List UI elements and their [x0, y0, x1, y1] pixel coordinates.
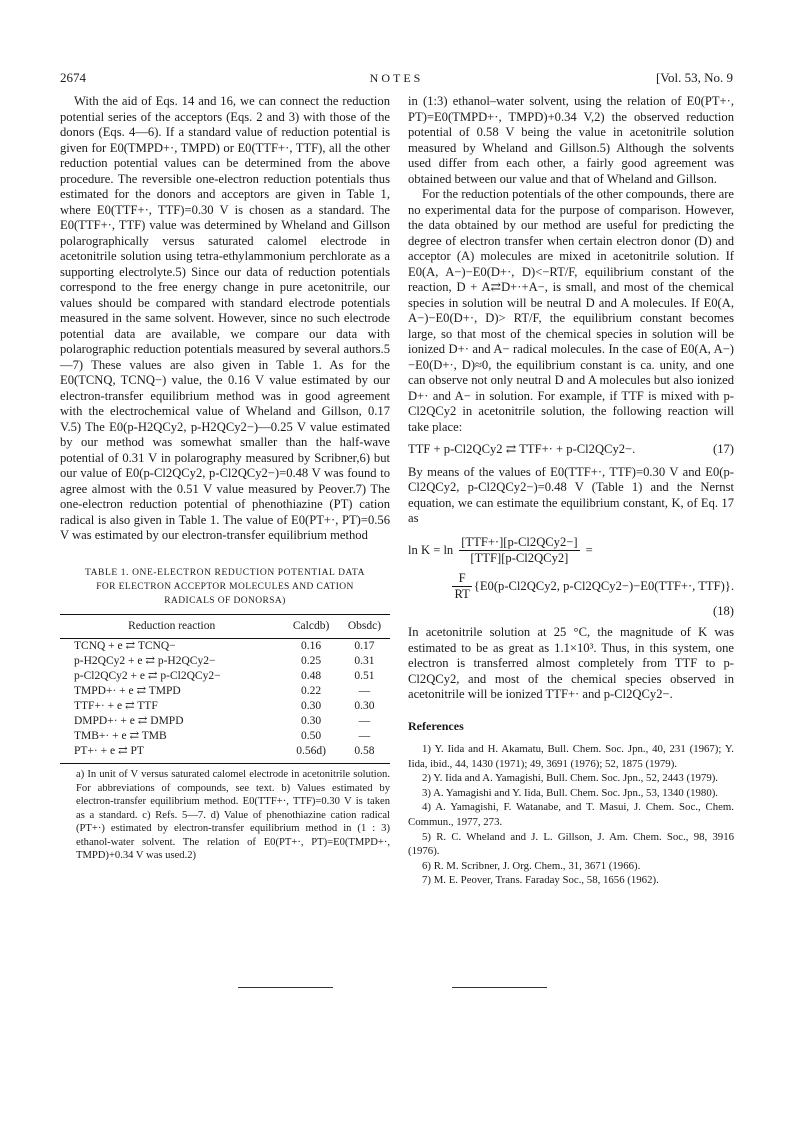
table-caption: [60, 566, 390, 608]
body-paragraph: With the aid of Eqs. 14 and 16, we can connect the reduction potential series of the acceptors (Eqs. 2 and 3) with those of the donors (Eqs. 4—6). If a standard value of reduction potential is given for E0(TMPD+·, TMPD) or E0(TTF+·, TTF), all the other reduction potential values can be determined from the above procedure. The reversible one-electron reduction potentials thus estimated for the donors and acceptors are given in Table 1, where E0(TTF+·, TTF)=0.30 V is chosen as a standard. The E0(TTF+·, TTF) value was determined by Wheland and Gillson polarographically versus saturated calomel electrode in acetonitrile solution using tetra-ethylammonium perchlorate as a supporting electrolyte.5) Since our data of reduction potentials correspond to the free energy change in pure acetonitrile, our values should be compared with standard electrode potentials measured in the same solvent. However, since no such electrode potential data are available, we compare our data with polarographic reduction potentials measured by several authors.5—7) These values are also given in Table 1. As for the E0(TCNQ, TCNQ−) value, the 0.16 V value estimated by our electron-transfer equilibrium method was in good agreement with the electrochemical value of Wheland and Gillson, 0.17 V.5) The E0(p-H2QCy2, p-H2QCy2−)—0.25 V value estimated by our method was somewhat smaller than the half-wave potential of 0.31 V in polarography measured by Scribner,6) but our value of E0(p-Cl2QCy2, p-Cl2QCy2−)=0.48 V was found to agree almost with the 0.51 V value measured by Peover.7) The one-electron reduction potential of phenothiazine (PT) cation radical is also given in Table 1. The value of E0(PT+·, PT)=0.56 V was estimated by our electron-transfer equilibrium method: [60, 94, 390, 542]
obsd-cell: 0.51: [354, 670, 375, 682]
equation-lhs: ln K = ln: [408, 542, 454, 557]
reference-item: 7) M. E. Peover, Trans. Faraday Soc., 58, 1656 (1962).: [422, 874, 659, 887]
reference-item: 2) Y. Iida and A. Yamagishi, Bull. Chem. Soc. Jpn., 52, 2443 (1979).: [422, 772, 719, 785]
fraction-numerator: [TTF+·][p-Cl2QCy2−]: [459, 535, 579, 552]
obsd-cell: 0.58: [339, 744, 390, 764]
equation-18: [408, 535, 734, 620]
footer-rule: [238, 987, 333, 988]
reference-item: 4) A. Yamagishi, F. Watanabe, and T. Masui, J. Chem. Soc., Chem. Commun., 1977, 273.: [408, 801, 734, 828]
table-caption-line: RADICALS OF DONORSA): [164, 595, 286, 606]
equation-number: (17): [713, 442, 734, 456]
calcd-cell: 0.48: [301, 670, 322, 682]
reference-item: 5) R. C. Wheland and J. L. Gillson, J. Am. Chem. Soc., 98, 3916 (1976).: [408, 830, 734, 858]
table-row: [60, 729, 390, 744]
reaction-cell: TCNQ + e ⇄ TCNQ−: [74, 640, 176, 652]
equation-line: [408, 535, 734, 567]
obsd-cell: —: [358, 730, 371, 742]
section-title: NOTES: [369, 71, 424, 85]
calcd-cell: 0.16: [301, 640, 322, 652]
equation-fraction: [452, 571, 471, 603]
equation-equals: =: [585, 542, 593, 557]
calcd-cell: 0.22: [301, 685, 322, 697]
obsd-cell: 0.30: [354, 700, 375, 712]
obsd-cell: 0.17: [354, 640, 375, 652]
references-list: [408, 742, 734, 888]
body-paragraph: For the reduction potentials of the other compounds, there are no experimental data for the purpose of comparison. However, the data obtained by our method are useful for predicting the degree of electron transfer when certain electron donor (D) and acceptor (A) molecules are mixed in acetonitrile solution. If E0(A, A−)−E0(D+·, D)<−RT/F, equilibrium constant of the reaction, D + A⇄D+·+A−, is small, and most of the chemical species in solution will be neutral D and A molecules. If E0(A, A−)−E0(D+·, D)> RT/F, the equilibrium constant becomes large, so that most of the chemical species in solution will be ionized D+· and A− radical molecules. In the case of E0(A, A−)−E0(D+·, D)≈0, the equilibrium constant is ca. unity, and one can observe not only neutral D and A molecules but also ionized D+· and A− in solution. For example, if TTF is mixed with p-Cl2QCy2 in acetonitrile solution, the following reaction will take place:: [408, 187, 734, 434]
equation-rhs: {E0(p-Cl2QCy2, p-Cl2QCy2−)−E0(TTF+·, TTF)}.: [473, 578, 734, 593]
header-obsd: Obsdc): [339, 614, 390, 639]
calcd-cell: 0.30: [301, 715, 322, 727]
body-paragraph: In acetonitrile solution at 25 °C, the magnitude of K was estimated to be as great as 1.1×10³. Thus, in this system, one electron is transferred almost completely from TTF to p-Cl2QCy2, and most of the chemical species observed in acetonitrile will be ionized TTF+· and p-Cl2QCy2−.: [408, 625, 734, 701]
calcd-cell: 0.30: [301, 700, 322, 712]
table-caption-line: TABLE 1. ONE-ELECTRON REDUCTION POTENTIAL DATA: [84, 567, 366, 578]
footer-rule: [452, 987, 547, 988]
reaction-cell: DMPD+· + e ⇄ DMPD: [74, 715, 184, 727]
left-column: [60, 94, 390, 863]
header-reaction: Reduction reaction: [60, 614, 283, 639]
reaction-cell: p-Cl2QCy2 + e ⇄ p-Cl2QCy2−: [74, 670, 221, 682]
reaction-cell: p-H2QCy2 + e ⇄ p-H2QCy2−: [74, 655, 216, 667]
obsd-cell: 0.31: [354, 655, 375, 667]
calcd-cell: 0.25: [301, 655, 322, 667]
body-paragraph: in (1:3) ethanol–water solvent, using the relation of E0(PT+·, PT)=E0(TMPD+·, TMPD)+0.34 V,2) the observed reduction potential of 0.58 V being the value in acetonitrile solution measured by Wheland and Gillson.5) Although the solvents used differ from each other, a fairly good agreement was obtained between our value and that of Wheland and Gillson.: [408, 94, 734, 186]
obsd-cell: —: [358, 685, 371, 697]
equation-17: [408, 442, 734, 458]
right-column: [408, 94, 734, 888]
fraction-denominator: RT: [454, 587, 470, 601]
table-caption-line: FOR ELECTRON ACCEPTOR MOLECULES AND CATION: [96, 581, 354, 592]
table-row: [60, 699, 390, 714]
equation-fraction: [459, 535, 579, 567]
reaction-cell: TTF+· + e ⇄ TTF: [74, 700, 158, 712]
table-header-row: [60, 614, 390, 639]
volume-info: [Vol. 53, No. 9: [655, 70, 733, 85]
obsd-cell: —: [358, 715, 371, 727]
reference-item: 1) Y. Iida and H. Akamatu, Bull. Chem. Soc. Jpn., 40, 231 (1967); Y. Iida, ibid., 44, 1430 (1971); 49, 3691 (1976); 52, 1875 (1979).: [408, 743, 734, 770]
page-number: 2674: [60, 70, 86, 85]
reference-item: 6) R. M. Scribner, J. Org. Chem., 31, 3671 (1966).: [422, 859, 641, 872]
table-row: [60, 714, 390, 729]
reaction-cell: TMB+· + e ⇄ TMB: [74, 730, 167, 742]
equation-number: (18): [713, 603, 734, 618]
header-calcd: Calcdb): [283, 614, 339, 639]
reaction-cell: TMPD+· + e ⇄ TMPD: [74, 685, 181, 697]
reaction-cell: PT+· + e ⇄ PT: [60, 744, 283, 764]
reduction-potential-table: [60, 614, 390, 765]
calcd-cell: 0.56d): [283, 744, 339, 764]
reference-item: 3) A. Yamagishi and Y. Iida, Bull. Chem. Soc. Jpn., 53, 1340 (1980).: [422, 786, 719, 799]
table-row: [60, 669, 390, 684]
table-row: [60, 639, 390, 655]
calcd-cell: 0.50: [301, 730, 322, 742]
fraction-numerator: F: [452, 571, 471, 588]
fraction-denominator: [TTF][p-Cl2QCy2]: [470, 551, 569, 565]
table-footnote: a) In unit of V versus saturated calomel electrode in acetonitrile solution. For abbreviations of compounds, see text. b) Values estimated by electron-transfer equilibrium method. E0(TTF+·, TTF)=0.30 V is taken as a standard. c) Refs. 5—7. d) Value of phenothiazine cation radical (PT+·) estimated by electron-transfer equilibrium method in (1 : 3) ethanol-water solvent. The relation of E0(PT+·, PT)=E0(TMPD+·, TMPD)+0.34 V was used.2): [76, 769, 390, 861]
table-row: [60, 684, 390, 699]
equation-text: TTF + p-Cl2QCy2 ⇄ TTF+· + p-Cl2QCy2−.: [408, 442, 636, 456]
references-heading: References: [408, 718, 464, 733]
body-paragraph: By means of the values of E0(TTF+·, TTF)=0.30 V and E0(p-Cl2QCy2, p-Cl2QCy2−)=0.48 V (Table 1) and the Nernst equation, we can estimate the equilibrium constant, K, of Eq. 17 as: [408, 464, 734, 525]
table-row: [60, 654, 390, 669]
table-row: [60, 744, 390, 764]
equation-line: [408, 571, 734, 603]
